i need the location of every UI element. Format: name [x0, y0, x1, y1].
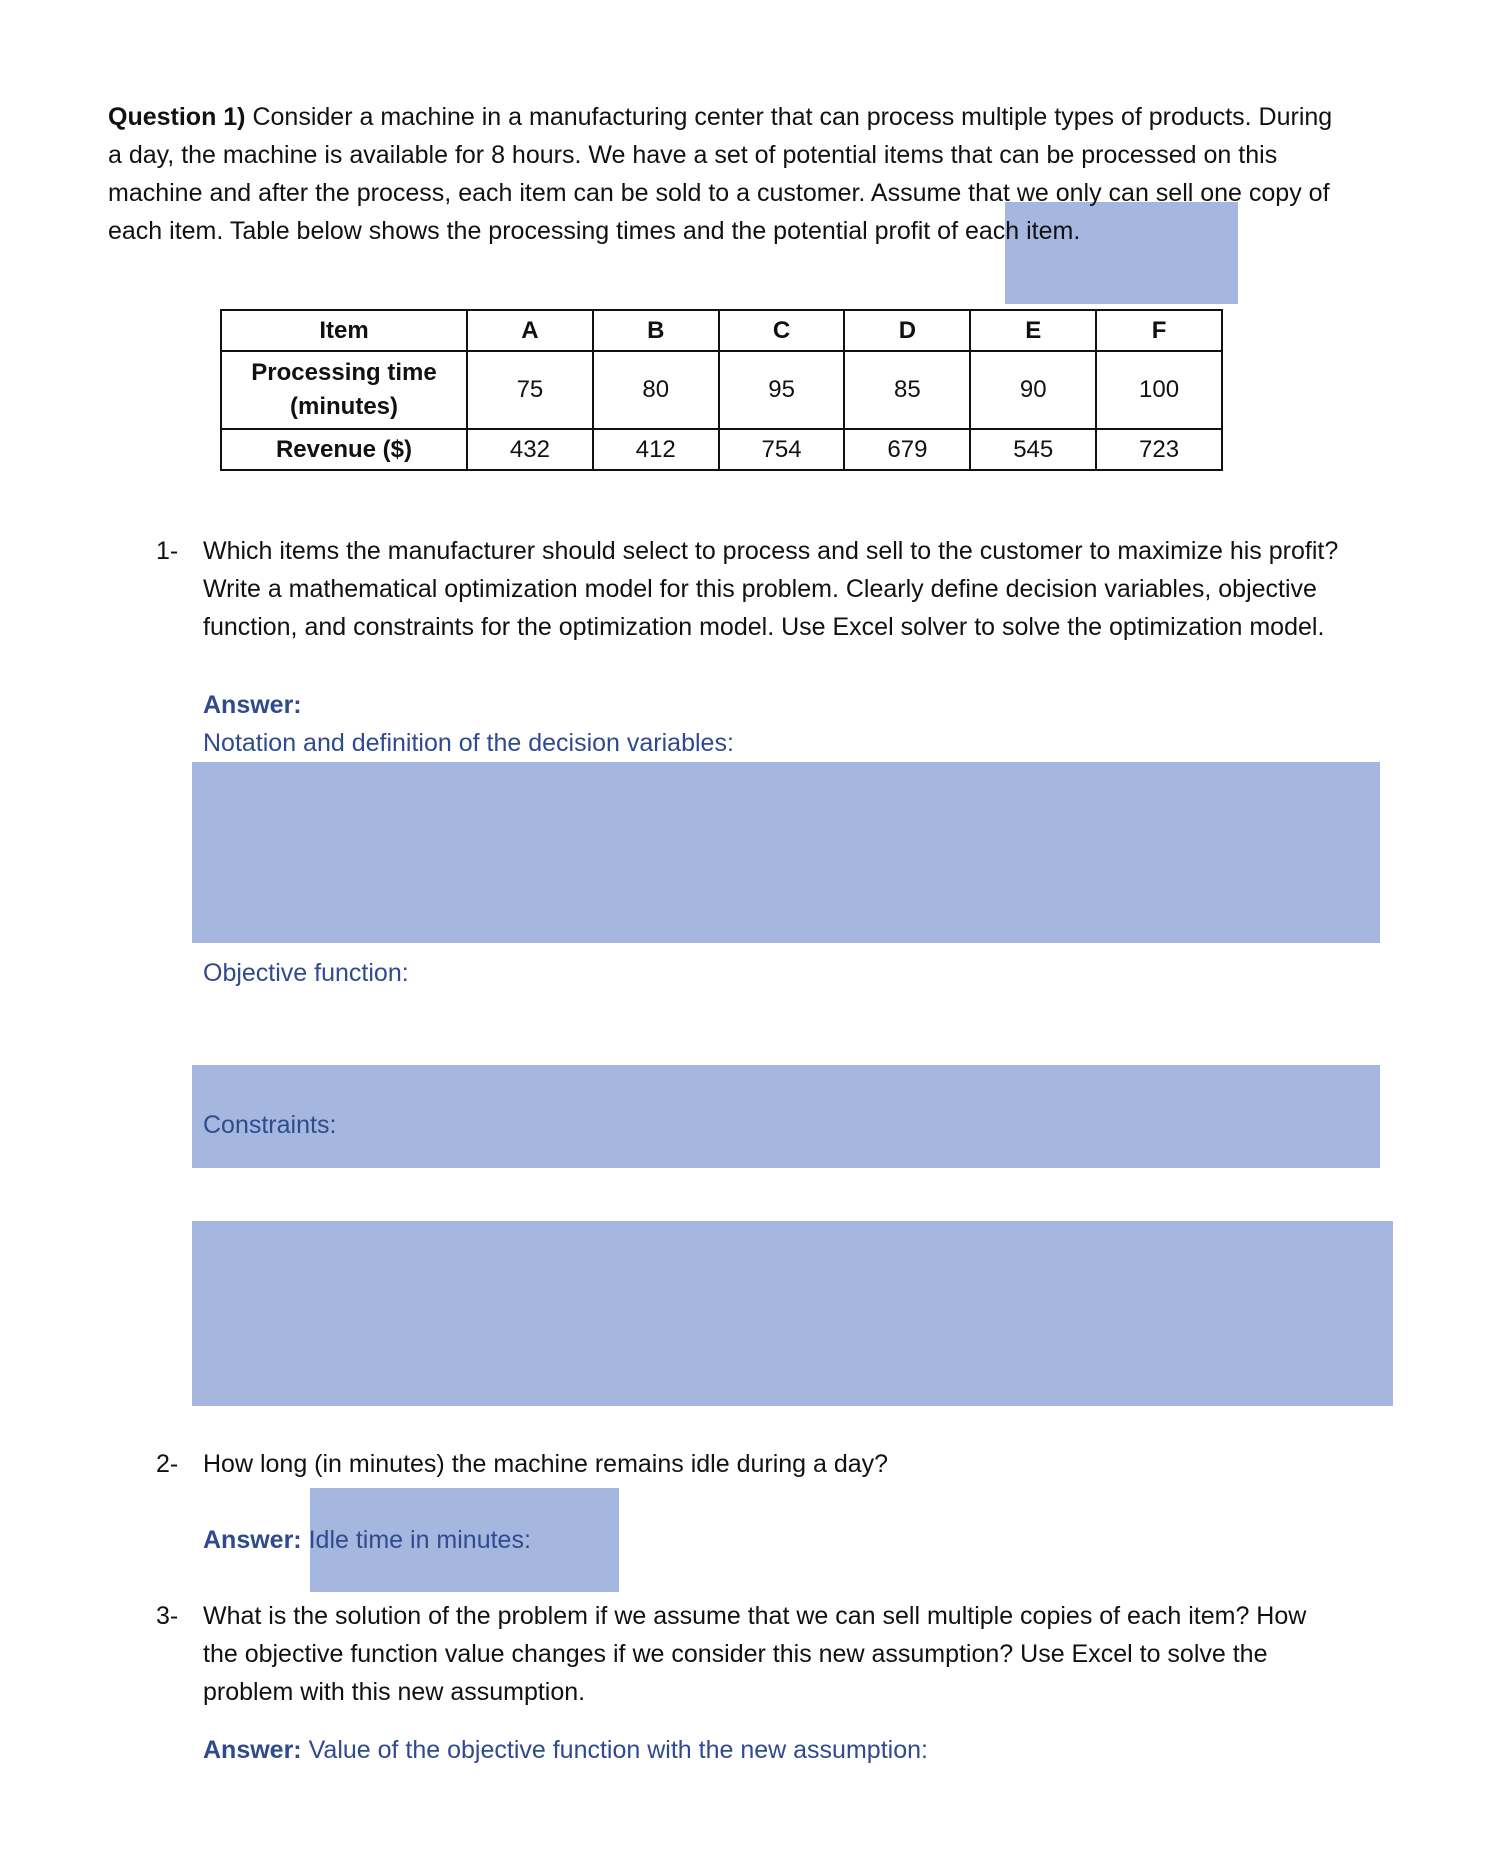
revenue-e: 545: [970, 429, 1096, 470]
question-intro-text: Consider a machine in a manufacturing center that can process multiple types of products. During a day, the machine is available for 8 hours. We have a set of potential items that can be processed on this machine and after the process, each item can be sold to a customer. Assume that we only can sell one copy of each item. Table below shows the processing times and the potential profit of each item.: [108, 103, 1333, 245]
item-header-e: E: [970, 310, 1096, 351]
item-header-d: D: [844, 310, 970, 351]
highlight-box-objective: [192, 1065, 1380, 1168]
processing-time-b: 80: [593, 351, 719, 429]
highlight-box-constraints: [192, 1221, 1393, 1406]
processing-time-d: 85: [844, 351, 970, 429]
sub-question-3-text: What is the solution of the problem if we assume that we can sell multiple copies of each item? How the objective function value changes if we consider this new assumption? Use Excel to solve the problem with this new assumption.: [203, 1602, 1307, 1706]
item-header-a: A: [467, 310, 593, 351]
processing-time-c: 95: [719, 351, 845, 429]
objective-value-label: Value of the objective function with the new assumption:: [308, 1736, 928, 1764]
sub-question-1-text: Which items the manufacturer should select to process and sell to the customer to maximize his profit? Write a mathematical optimization model for this problem. Clearly define decision variables, objective function, and constraints for the optimization model. Use Excel solver to solve the optimization model.: [203, 537, 1339, 641]
revenue-c: 754: [719, 429, 845, 470]
decision-variables-label: Notation and definition of the decision variables:: [203, 729, 734, 757]
item-header-c: C: [719, 310, 845, 351]
row-header-processing-time: Processing time (minutes): [221, 351, 467, 429]
table-row-item: [221, 310, 1222, 351]
revenue-d: 679: [844, 429, 970, 470]
revenue-b: 412: [593, 429, 719, 470]
item-header-f: F: [1096, 310, 1222, 351]
table-row-processing-time: [221, 351, 1222, 429]
question-number: Question 1): [108, 103, 246, 131]
q1-answer-bold: Answer:: [203, 691, 302, 719]
sub-question-1-number: 1-: [156, 537, 179, 565]
row-header-revenue: Revenue ($): [221, 429, 467, 470]
sub-question-1: [156, 532, 1346, 646]
q2-answer: [203, 1521, 531, 1559]
constraints-label: Constraints:: [203, 1111, 337, 1139]
sub-question-3: [156, 1597, 1346, 1711]
q2-answer-label: Answer:: [203, 1526, 302, 1554]
row-header-item: Item: [221, 310, 467, 351]
question-intro: [108, 98, 1348, 250]
q3-answer-label: Answer:: [203, 1736, 302, 1764]
item-data-table: [220, 309, 1223, 471]
processing-time-a: 75: [467, 351, 593, 429]
sub-question-2-text: How long (in minutes) the machine remains idle during a day?: [203, 1450, 889, 1478]
q1-answer-label: [203, 686, 302, 724]
objective-function-label: Objective function:: [203, 959, 409, 987]
revenue-a: 432: [467, 429, 593, 470]
revenue-f: 723: [1096, 429, 1222, 470]
highlight-box-decision-vars: [192, 762, 1380, 943]
sub-question-2-number: 2-: [156, 1450, 179, 1478]
idle-time-label: Idle time in minutes:: [308, 1526, 531, 1554]
q3-answer: [203, 1731, 928, 1769]
processing-time-e: 90: [970, 351, 1096, 429]
item-header-b: B: [593, 310, 719, 351]
table-row-revenue: [221, 429, 1222, 470]
sub-question-3-number: 3-: [156, 1602, 179, 1630]
processing-time-f: 100: [1096, 351, 1222, 429]
sub-question-2: [156, 1445, 1346, 1483]
